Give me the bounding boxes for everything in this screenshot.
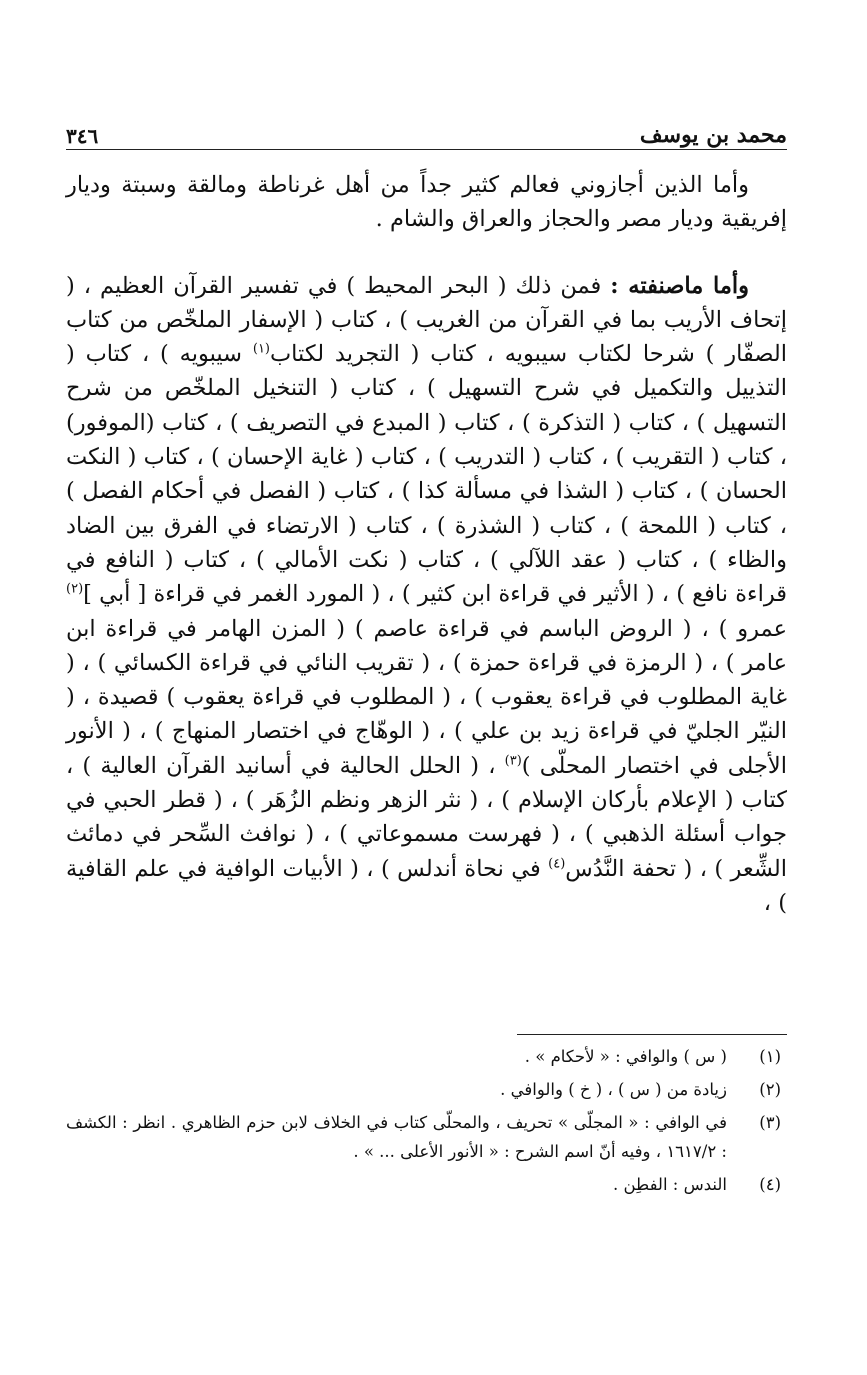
works-text-d: ، ( الحلل الحالية في أسانيد القرآن العالية ) ، كتاب ( الإعلام بأركان الإسلام ) ، ( نثر الزهر ونظم الزُهَر ) ، ( قطر الحبي في جواب أسئلة الذهبي ) ، ( فهرست مسموعاتي ) ، ( نوافث السِّحر في دمائث الشِّعر ) ، ( تحفة النَّدُس <box>66 752 787 882</box>
paragraph-teachers: وأما الذين أجازوني فعالم كثير جداً من أهل غرناطة ومالقة وسبتة وديار إفريقية وديار مصر والحجاز والعراق والشام . <box>66 172 787 233</box>
footnote-rule <box>517 1034 787 1035</box>
footnote-number: (٤) <box>759 1175 781 1194</box>
footnote-text: ( س ) والوافي : « لأحكام » . <box>524 1047 727 1066</box>
footnote <box>66 1108 787 1166</box>
works-text-e: في نحاة أندلس ) ، ( الأبيات الوافية في علم القافية ) ، <box>66 855 787 916</box>
paragraph-works <box>66 269 787 921</box>
footnote-number: (٣) <box>759 1113 781 1132</box>
footnote-number: (١) <box>759 1047 781 1066</box>
footnote-text: الندس : الفطِن . <box>613 1175 727 1194</box>
works-text-b: سيبويه ) ، كتاب ( التذييل والتكميل في شرح التسهيل ) ، كتاب ( التنخيل الملخّص من شرح التسهيل ) ، كتاب ( التذكرة ) ، كتاب ( المبدع في التصريف ) ، كتاب (الموفور) ، كتاب ( التقريب ) ، كتاب ( التدريب ) ، كتاب ( غاية الإحسان ) ، كتاب ( النكت الحسان ) ، كتاب ( الشذا في مسألة كذا ) ، كتاب ( الفصل في أحكام الفصل ) ، كتاب ( اللمحة ) ، كتاب ( الشذرة ) ، كتاب ( الارتضاء في الفرق بين الضاد والظاء ) ، كتاب ( عقد اللآلي ) ، كتاب ( نكت الأمالي ) ، كتاب ( النافع في قراءة نافع ) ، ( الأثير في قراءة ابن كثير ) ، ( المورد الغمر في قراءة [ أبي ] <box>66 341 787 608</box>
footnote <box>66 1170 787 1199</box>
footnote-ref-1: (١) <box>252 341 270 357</box>
footnote <box>66 1042 787 1071</box>
main-text <box>66 168 787 920</box>
works-text-a: فمن ذلك ( البحر المحيط ) في تفسير القرآن العظيم ، ( إتحاف الأريب بما في القرآن من الغريب ) ، كتاب ( الإسفار الملخّص من كتاب الصفّار ) شرحا لكتاب سيبويه ، كتاب ( التجريد لكتاب <box>66 272 788 368</box>
header-rule <box>66 149 787 150</box>
footnote <box>66 1075 787 1104</box>
footnote-ref-3: (٣) <box>504 753 522 769</box>
footnote-number: (٢) <box>759 1080 781 1099</box>
footnote-text: زيادة من ( س ) ، ( خ ) والوافي . <box>500 1080 727 1099</box>
running-title: محمد بن يوسف <box>639 122 787 148</box>
works-label: وأما ماصنفته : <box>610 272 749 299</box>
footnotes <box>66 1042 787 1199</box>
page-header <box>66 108 787 148</box>
page-number: ٣٤٦ <box>66 124 99 148</box>
footnote-text: في الوافي : « المجلّى » تحريف ، والمحلّى كتاب في الخلاف لابن حزم الظاهري . انظر : الكشف : ١٦١٧/٢ ، وفيه أنّ اسم الشرح : « الأنور الأعلى ... » . <box>66 1113 727 1161</box>
works-text-c: عمرو ) ، ( الروض الباسم في قراءة عاصم ) ( المزن الهامر في قراءة ابن عامر ) ، ( الرمزة في قراءة حمزة ) ، ( تقريب النائي في قراءة الكسائي ) ، ( غاية المطلوب في قراءة يعقوب ) ، ( المطلوب في قراءة يعقوب ) قصيدة ، ( النيّر الجليّ في قراءة زيد بن علي ) ، ( الوهّاج في اختصار المنهاج ) ، ( الأنور الأجلى في اختصار المحلّى ) <box>66 615 787 779</box>
footnote-ref-2: (٢) <box>66 581 84 597</box>
footnote-ref-4: (٤) <box>548 856 566 872</box>
